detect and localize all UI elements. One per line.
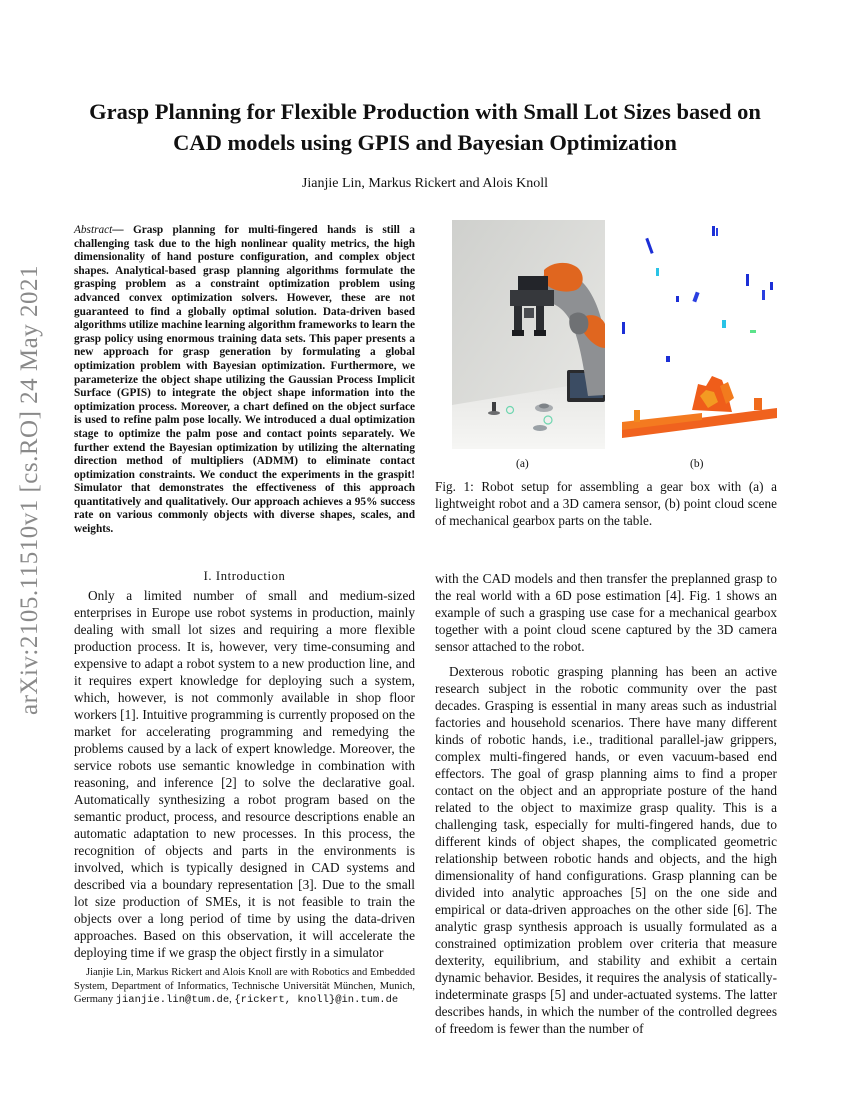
title-line-1: Grasp Planning for Flexible Production with Small Lot Sizes based on <box>89 99 761 124</box>
figure-1 <box>452 220 778 480</box>
left-column <box>74 587 415 961</box>
subfigure-label-b: (b) <box>690 458 704 470</box>
footnote-separator: , <box>229 994 235 1006</box>
footnote-email-2: {rickert, knoll}@in.tum.de <box>234 994 399 1007</box>
intro-paragraph: Only a limited number of small and medium-sized enterprises in Europe use robot systems in production, mainly dealing with small lot sizes and requiring a more flexible production process. It is, however, very time-consuming and expensive to adapt a robot system to a new production line, and it requires expert knowledge for deploying such a system, which, however, is not commonly available in shop floor workers [1]. Intuitive programming is currently proposed on the market for accelerating programming and remedying the problems caused by a lack of expert knowledge. Moreover, the service robots use semantic knowledge in combination with reasoning, and inference [2] to solve the declarative goal. Automatically synthesizing a robot program based on the semantic product, process, and resource descriptions enable an automatic adaptation to new processes. In this process, the recognition of objects and parts in the environments is involved, which is typically designed in CAD systems and described via a boundary representation [3]. Due to the small lot size production of SMEs, it is not feasible to train the objects over a long period of time by using the data-driven approaches. Based on this observation, it will accelerate the deploying time if we grasp the object firstly in a simulator <box>74 588 415 960</box>
footnote-text: Jianjie Lin, Markus Rickert and Alois Knoll are with Robotics and Embedded System, Department of Informatics, Technische Universität München, Munich, Germany <box>74 967 415 1006</box>
point-cloud <box>622 220 777 449</box>
footnote-email-1: jianjie.lin@tum.de <box>115 994 230 1007</box>
abstract <box>74 224 415 537</box>
title-line-2: CAD models using GPIS and Bayesian Optimization <box>173 130 677 155</box>
arxiv-identifier-text: arXiv:2105.11510v1 [cs.RO] 24 May 2021 <box>16 265 43 715</box>
right-paragraph-1: with the CAD models and then transfer the preplanned grasp to the real world with a 6D pose estimation [4]. Fig. 1 shows an example of such a grasping use case for a mechanical gearbox together with a point cloud scene captured by the 3D camera sensor attached to the robot. <box>435 571 777 654</box>
figure-caption: Fig. 1: Robot setup for assembling a gear box with (a) a lightweight robot and a 3D camera sensor, (b) point cloud scene of mechanical gearbox parts on the table. <box>435 479 777 528</box>
section-heading: I. Introduction <box>203 569 286 583</box>
robot-photo <box>452 220 605 449</box>
author-footnote <box>74 966 415 1008</box>
right-paragraph-2: Dexterous robotic grasping planning has been an active research subject in the robotic community over the past decades. Grasping is essential in many areas such as industrial factories and household scenarios. There have many different kinds of robotic hands, i.e., traditional parallel-jaw grippers, complex multi-fingered hands, or even vacuum-based end effectors. The goal of grasp planning aims to find a proper contact on the object and an appropriate posture of the hand related to the object to maximize grasp quality. This is a challenging task, especially for multi-fingered hands, due to different kinds of object shapes, the complicated geometric relationship between robotic hands and objects, and the high dimensionality of hand configurations. Grasp planning can be divided into analytic approaches [5] on the one side and empirical or data-driven approaches on the other side [6]. The analytic grasp synthesis approach is usually formulated as a constrained optimization problem over criteria that measure dexterity, equilibrium, and stability and exhibit a certain dynamic behavior. Besides, it requires the analysis of statically-indeterminate grasps [5] and under-actuated systems. The latter describes hands, in which the number of the controlled degrees of freedom is fewer than the number of <box>435 664 777 1036</box>
authors: Jianjie Lin, Markus Rickert and Alois Knoll <box>301 176 549 191</box>
abstract-body: — Grasp planning for multi-fingered hands is still a challenging task due to the high nonlinear quality metrics, the high dimensionality of hand posture configuration, and complex object shapes. Analytical-based grasp planning algorithms formulate the grasping problem as a constraint optimization problem using advanced convex optimization solvers. However, these are not guaranteed to find a globally optimal solution. Data-driven based algorithms utilize machine learning algorithm frameworks to learn the grasp policy using enormous training data sets. This paper presents a new approach for grasp generation by formulating a global optimization problem with Bayesian optimization. Furthermore, we parameterize the object shape utilizing the Gaussian Process Implicit Surface (GPIS) to integrate the object shape information into the optimization process. Moreover, a chart defined on the object surface is used to refine palm pose locally. We introduced a dual optimization stage to optimize the palm pose and contact points separately. We further extend the Bayesian optimization by utilizing the alternating direction method of multipliers (ADMM) to eliminate contact optimization constraints. We conduct the experiments in the graspit! Simulator that demonstrates the effectiveness of this approach quantitatively and qualitatively. Our approach achieves a 95% success rate on various commonly objects with diverse shapes, scales, and weights. <box>74 224 415 536</box>
abstract-lead: Abstract <box>74 224 113 236</box>
subfigure-label-a: (a) <box>516 458 529 470</box>
paper-title <box>72 96 778 158</box>
arxiv-identifier <box>2 265 58 715</box>
right-column <box>435 570 777 1037</box>
